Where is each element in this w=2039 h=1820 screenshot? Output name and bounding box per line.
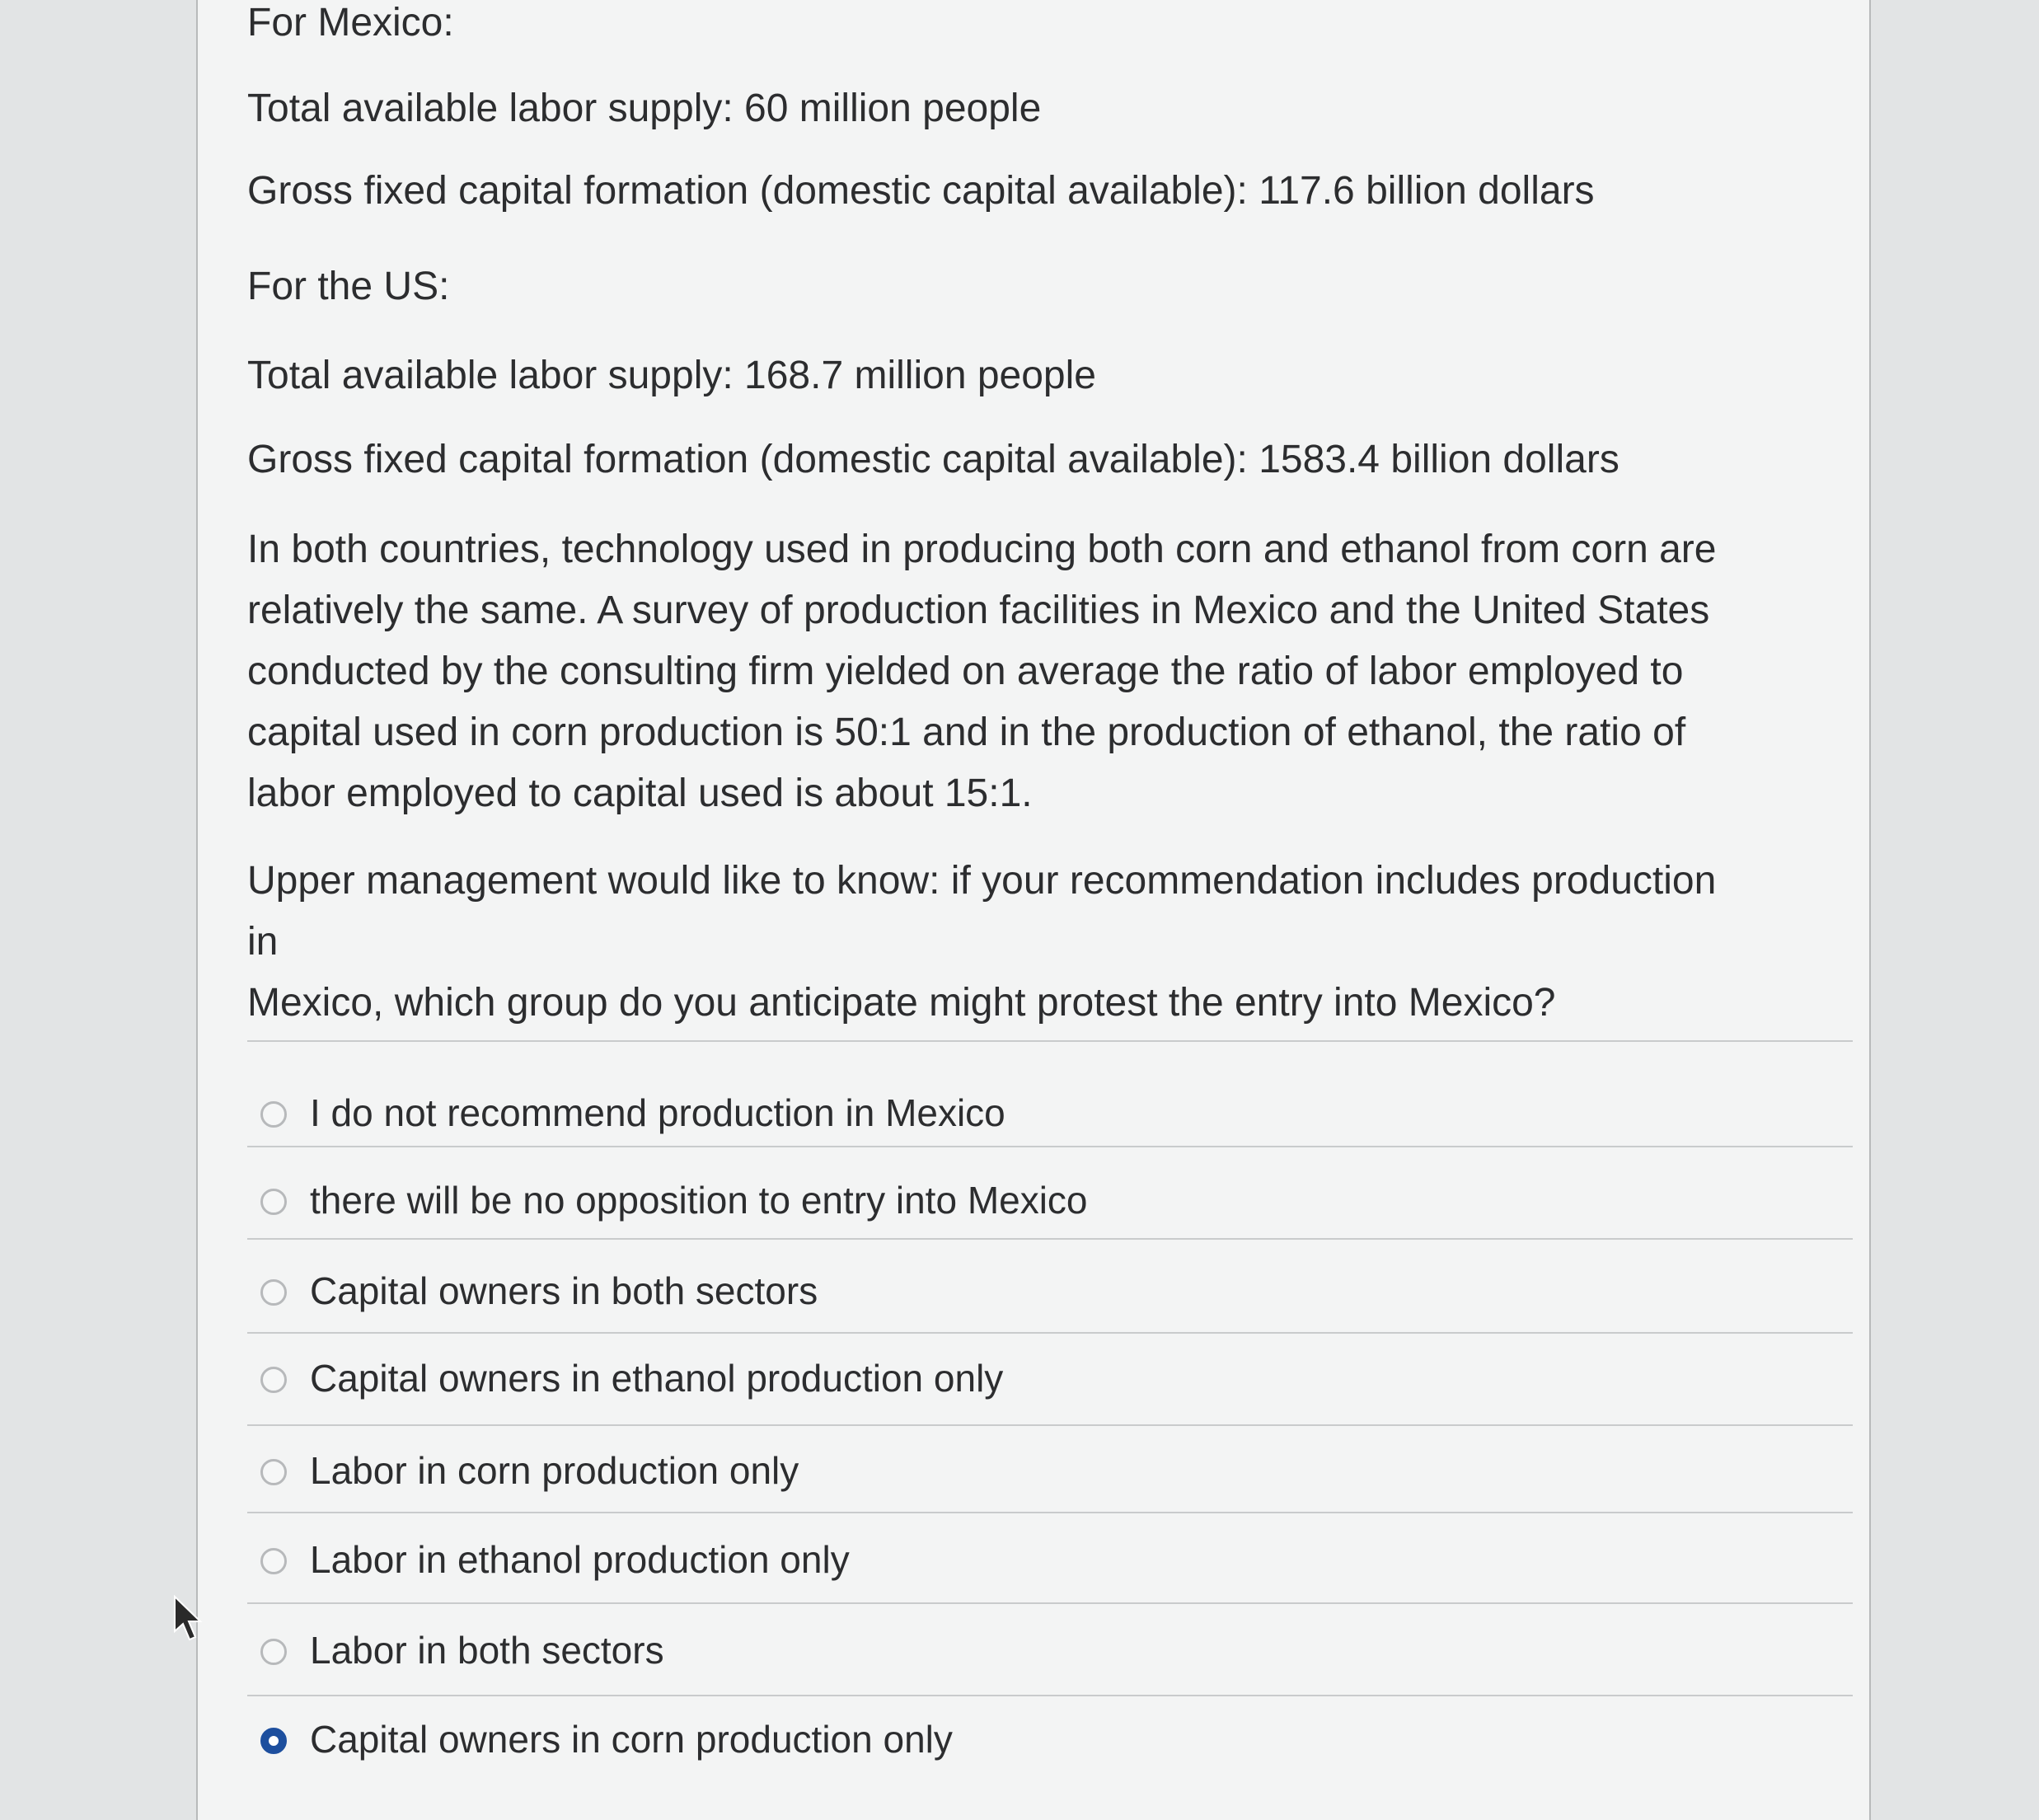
paragraph-line: labor employed to capital used is about 15:1. (247, 772, 1033, 815)
technology-paragraph (247, 519, 1755, 824)
divider (247, 1146, 1853, 1147)
radio-button-icon[interactable] (260, 1279, 287, 1306)
paragraph-line: conducted by the consulting firm yielded on average the ratio of labor employed to (247, 650, 1684, 693)
answer-option[interactable] (247, 1339, 1853, 1428)
radio-button-icon[interactable] (260, 1101, 287, 1128)
mexico-labor-supply: Total available labor supply: 60 million people (247, 87, 1042, 130)
mexico-heading: For Mexico: (247, 1, 454, 45)
answer-option[interactable] (247, 1611, 1853, 1700)
us-capital: Gross fixed capital formation (domestic capital available): 1583.4 billion dollars (247, 438, 1619, 481)
divider (247, 1602, 1853, 1604)
answer-option[interactable] (247, 1520, 1853, 1609)
divider (247, 1332, 1853, 1334)
radio-button-icon[interactable] (260, 1189, 287, 1215)
question-text (247, 851, 1755, 1034)
question-line: Upper management would like to know: if your recommendation includes production in (247, 859, 1717, 964)
mexico-capital: Gross fixed capital formation (domestic capital available): 117.6 billion dollars (247, 169, 1595, 213)
radio-button-icon[interactable] (260, 1639, 287, 1665)
divider (247, 1040, 1853, 1042)
option-label[interactable]: Capital owners in corn production only (310, 1718, 953, 1761)
radio-button-icon[interactable] (260, 1548, 287, 1574)
option-label[interactable]: there will be no opposition to entry into Mexico (310, 1179, 1088, 1222)
radio-button-icon[interactable] (260, 1367, 287, 1393)
option-label[interactable]: I do not recommend production in Mexico (310, 1091, 1005, 1134)
option-label[interactable]: Labor in corn production only (310, 1449, 799, 1492)
mouse-pointer-icon (173, 1595, 206, 1644)
answer-option[interactable] (247, 1431, 1853, 1520)
option-label[interactable]: Labor in ethanol production only (310, 1538, 850, 1581)
answer-option-selected[interactable] (247, 1700, 1853, 1789)
us-labor-supply: Total available labor supply: 168.7 million people (247, 354, 1096, 397)
radio-button-icon[interactable] (260, 1459, 287, 1485)
question-line: Mexico, which group do you anticipate might protest the entry into Mexico? (247, 981, 1556, 1025)
paragraph-line: capital used in corn production is 50:1 and in the production of ethanol, the ratio of (247, 711, 1686, 754)
answer-option[interactable] (247, 1161, 1853, 1250)
option-label[interactable]: Capital owners in ethanol production only (310, 1357, 1004, 1400)
divider (247, 1238, 1853, 1240)
answer-option[interactable] (247, 1251, 1853, 1340)
option-label[interactable]: Labor in both sectors (310, 1629, 664, 1672)
option-label[interactable]: Capital owners in both sectors (310, 1269, 818, 1312)
divider (247, 1424, 1853, 1426)
radio-button-selected-icon[interactable] (260, 1728, 287, 1754)
divider (247, 1695, 1853, 1696)
paragraph-line: relatively the same. A survey of production facilities in Mexico and the United States (247, 589, 1710, 632)
answer-option[interactable] (247, 1073, 1853, 1162)
paragraph-line: In both countries, technology used in producing both corn and ethanol from corn are (247, 528, 1717, 571)
us-heading: For the US: (247, 265, 450, 308)
divider (247, 1512, 1853, 1513)
